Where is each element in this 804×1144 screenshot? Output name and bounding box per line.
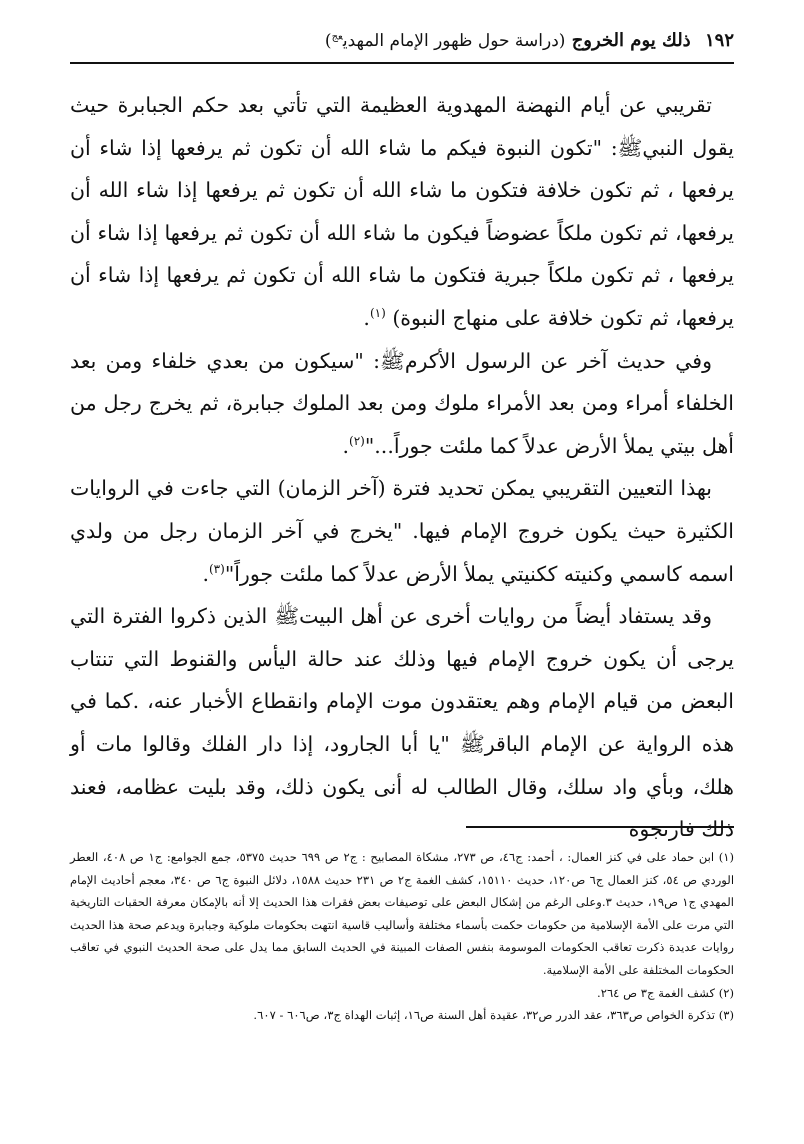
paragraph bbox=[70, 340, 734, 468]
paragraph-tail: . bbox=[363, 305, 370, 330]
book-subtitle-close: ) bbox=[324, 31, 332, 51]
footnote-3: (٣) تذكرة الخواص ص٣٦٣، عقد الدرر ص٣٢، عقيدة أهل السنة ص١٦، إثبات الهداة ج٣، ص٦٠٦ - ٦٠٧. bbox=[253, 1008, 734, 1023]
running-header bbox=[70, 30, 734, 64]
paragraph bbox=[70, 467, 734, 595]
main-text bbox=[70, 84, 734, 851]
book-subtitle bbox=[325, 31, 565, 51]
book-title: ذلك يوم الخروج bbox=[571, 30, 691, 51]
paragraph bbox=[70, 595, 734, 851]
footnotes bbox=[70, 846, 734, 1027]
book-subtitle-open: (دراسة حول ظهور الإمام المهدي bbox=[342, 31, 566, 51]
honorific-mark: عج bbox=[331, 31, 343, 43]
paragraph-text: وفي حديث آخر عن الرسول الأكرمﷺ: "سيكون من بعدي خلفاء ومن بعد الخلفاء أمراء ومن بعد الأمراء ملوك ومن بعد الملوك جبابرة، ثم يخرج رجل من أهل بيتي يملأ الأرض عدلاً كما ملئت جوراً..." bbox=[70, 348, 734, 458]
footnote-1: (١) ابن حماد على في كنز العمال: ، أحمد: ج٤٦، ص ٢٧٣، مشكاة المصابيح : ج٢ ص ٦٩٩ حديث ٥٣٧٥، جمع الجوامع: ج١ ص ٤٠٨، العطر الوردي ص ٥٤، كنز العمال ج٦ ص١٢٠، حديث ١٥١١٠، كشف الغمة ج٢ ص ٢٣١ حديث ١٥٨٨، دلائل النبوة ج٦ ص ٣٤٠، معجم أحاديث الإمام المهدي ج١ ص١٩، حديث ٣.وعلى الرغم من إشكال البعض على توصيفات بعض فقرات هذا الحديث إلا أنه بالإمكان معرفة الحقبات التاريخية التي مرت على الأمة الإسلامية من حكومات حكمت بأسماء مختلفة وأساليب قاسية انتهت بحكومات ملوكية وجبابرة ويدعم صحة هذا الحديث روايات عديدة ذكرت تعاقب الحكومات الموسومة بنفس الصفات المبينة في الحديث السابق مما يدل على صحة الحديث النبوي في تعاقب الحكومات المختلفة على الأمة الإسلامية. bbox=[70, 850, 735, 977]
footnote-ref: (٢) bbox=[349, 433, 365, 448]
footnote-2: (٢) كشف الغمة ج٣ ص ٢٦٤. bbox=[597, 985, 734, 1000]
footnote-ref: (١) bbox=[369, 306, 386, 321]
paragraph-tail: . bbox=[342, 433, 350, 458]
paragraph-text: وقد يستفاد أيضاً من روايات أخرى عن أهل البيتﷺ الذين ذكروا الفترة التي يرجى أن يكون خروج الإمام فيها وذلك عند حالة اليأس والقنوط التي تنتاب البعض من قيام الإمام وهم يعتقدون موت الإمام وانقطاع الأخبار عنه، .كما في هذه الرواية عن الإمام الباقرﷺ "يا أبا الجارود، إذا دار الفلك وقالوا مات أو هلك، وبأي واد سلك، وقال الطالب له أنى يكون ذلك، وقد بليت عظامه، فعند ذلك فارتجوه bbox=[70, 604, 734, 842]
footnote-separator bbox=[466, 826, 734, 828]
footnote-ref: (٣) bbox=[208, 561, 225, 576]
paragraph-tail: . bbox=[202, 561, 209, 586]
page-number: ١٩٢ bbox=[704, 30, 734, 51]
paragraph bbox=[70, 84, 734, 340]
paragraph-text: تقريبي عن أيام النهضة المهدوية العظيمة التي تأتي بعد حكم الجبابرة حيث يقول النبيﷺ: "تكون النبوة فيكم ما شاء الله أن تكون ثم يرفعها إذا شاء أن يرفعها ، ثم تكون خلافة فتكون ما شاء الله أن تكون ثم يرفعها إذا شاء الله أن يرفعها، ثم تكون ملكاً عضوضاً فيكون ما شاء الله أن تكون ثم يرفعها إذا شاء أن يرفعها ، ثم تكون ملكاً جبرية فتكون ما شاء الله أن تكون ثم يرفعها إذا شاء أن يرفعها، ثم تكون خلافة على منهاج النبوة) bbox=[70, 93, 734, 330]
paragraph-text: بهذا التعيين التقريبي يمكن تحديد فترة (آخر الزمان) التي جاءت في الروايات الكثيرة حيث يكون خروج الإمام فيها. "يخرج في آخر الزمان رجل من ولدي اسمه كاسمي وكنيته ككنيتي يملأ الأرض عدلاً كما ملئت جوراً" bbox=[70, 476, 734, 586]
